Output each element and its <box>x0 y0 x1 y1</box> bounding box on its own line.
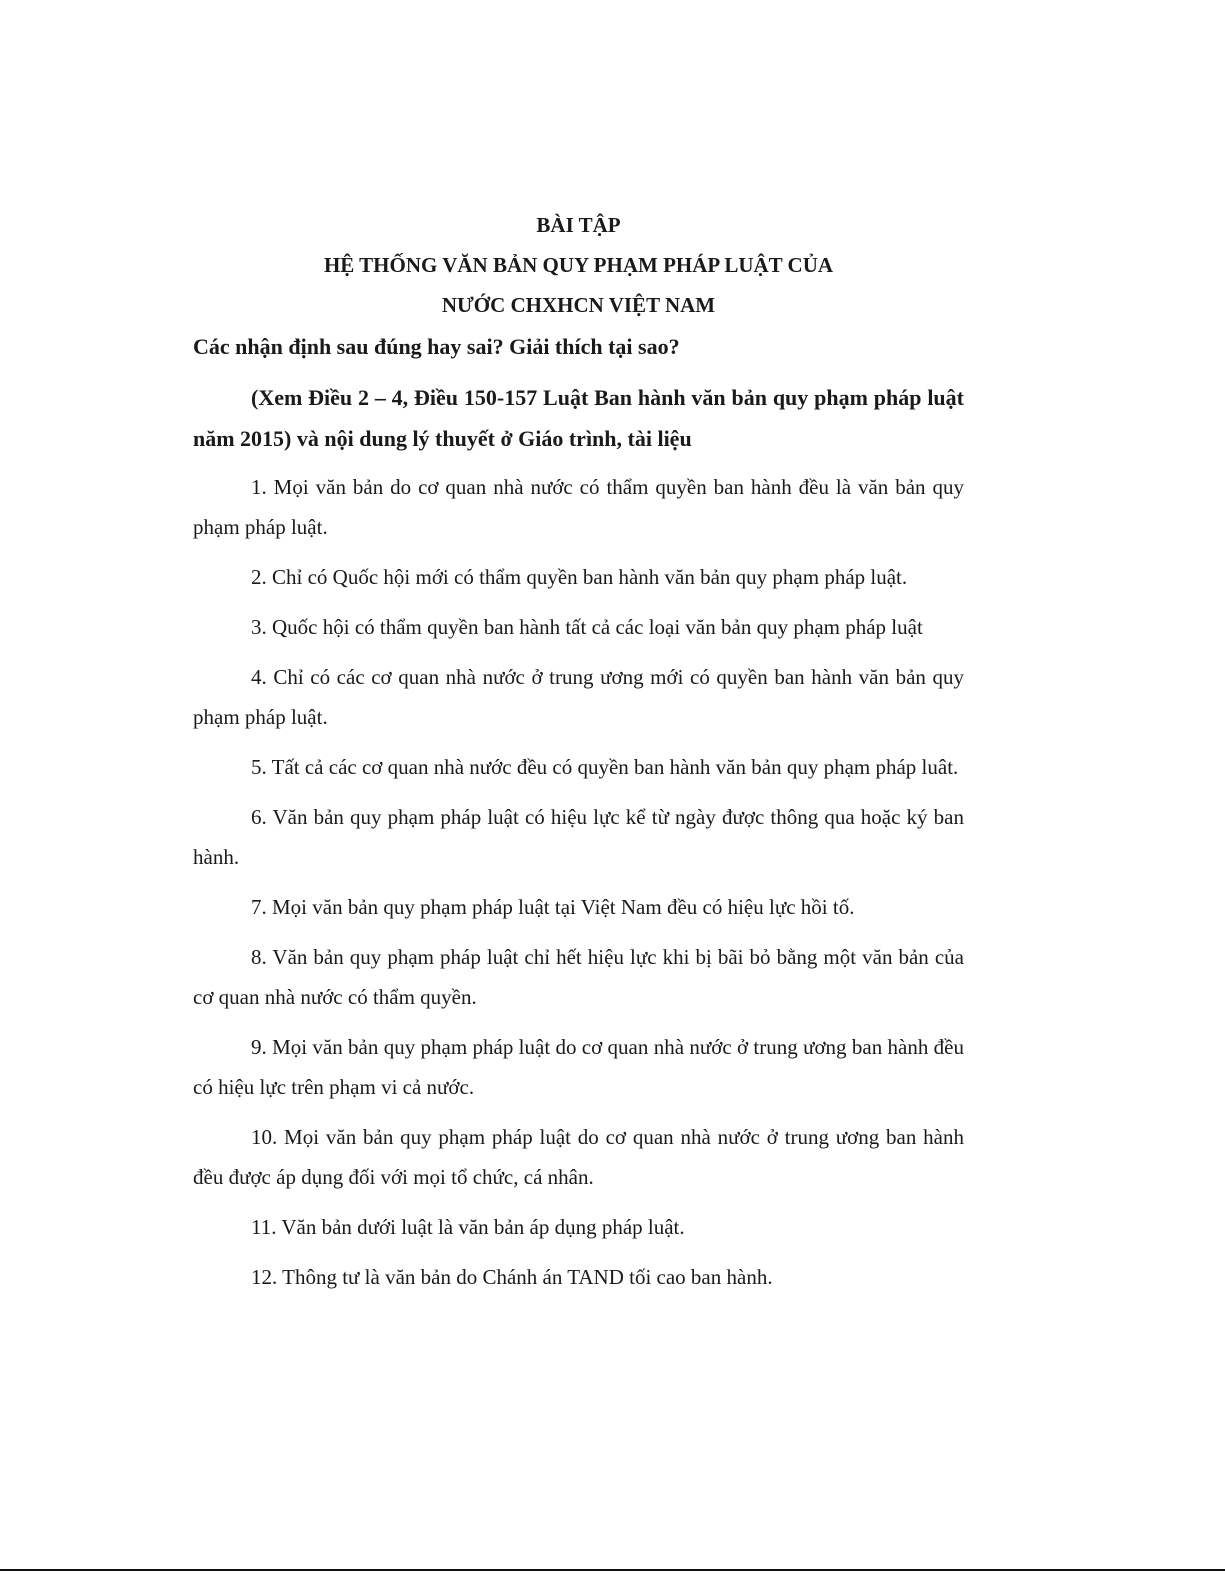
statement-item-12: 12. Thông tư là văn bản do Chánh án TAND tối cao ban hành. <box>251 1265 773 1289</box>
document-title-line-3: NƯỚC CHXHCN VIỆT NAM <box>441 293 716 317</box>
question-heading: Các nhận định sau đúng hay sai? Giải thích tại sao? <box>193 334 680 359</box>
statement-item-10: 10. Mọi văn bản quy phạm pháp luật do cơ quan nhà nước ở trung ương ban hành đều được áp dụng đối với mọi tổ chức, cá nhân. <box>193 1125 964 1189</box>
page-bottom-rule <box>0 1569 1225 1571</box>
document-title-line-1: BÀI TẬP <box>536 213 621 237</box>
statement-item-9: 9. Mọi văn bản quy phạm pháp luật do cơ quan nhà nước ở trung ương ban hành đều có hiệu lực trên phạm vi cả nước. <box>193 1035 964 1099</box>
reference-note: (Xem Điều 2 – 4, Điều 150-157 Luật Ban hành văn bản quy phạm pháp luật năm 2015) và nội dung lý thuyết ở Giáo trình, tài liệu <box>193 385 964 451</box>
statement-item-8: 8. Văn bản quy phạm pháp luật chỉ hết hiệu lực khi bị bãi bỏ bằng một văn bản của cơ quan nhà nước có thẩm quyền. <box>193 945 964 1009</box>
statement-item-3: 3. Quốc hội có thẩm quyền ban hành tất cả các loại văn bản quy phạm pháp luật <box>251 615 923 639</box>
statement-item-2: 2. Chỉ có Quốc hội mới có thẩm quyền ban hành văn bản quy phạm pháp luật. <box>251 565 908 589</box>
statement-item-6: 6. Văn bản quy phạm pháp luật có hiệu lực kể từ ngày được thông qua hoặc ký ban hành. <box>193 805 964 869</box>
statement-item-7: 7. Mọi văn bản quy phạm pháp luật tại Việt Nam đều có hiệu lực hồi tố. <box>251 895 855 919</box>
document-title-line-2: HỆ THỐNG VĂN BẢN QUY PHẠM PHÁP LUẬT CỦA <box>323 253 834 277</box>
statement-item-11: 11. Văn bản dưới luật là văn bản áp dụng pháp luật. <box>251 1215 685 1239</box>
statement-item-5: 5. Tất cả các cơ quan nhà nước đều có quyền ban hành văn bản quy phạm pháp luât. <box>251 755 959 779</box>
statement-item-4: 4. Chỉ có các cơ quan nhà nước ở trung ương mới có quyền ban hành văn bản quy phạm pháp luật. <box>193 665 964 729</box>
statement-item-1: 1. Mọi văn bản do cơ quan nhà nước có thẩm quyền ban hành đều là văn bản quy phạm pháp luật. <box>193 475 964 539</box>
document-page <box>193 205 964 1307</box>
